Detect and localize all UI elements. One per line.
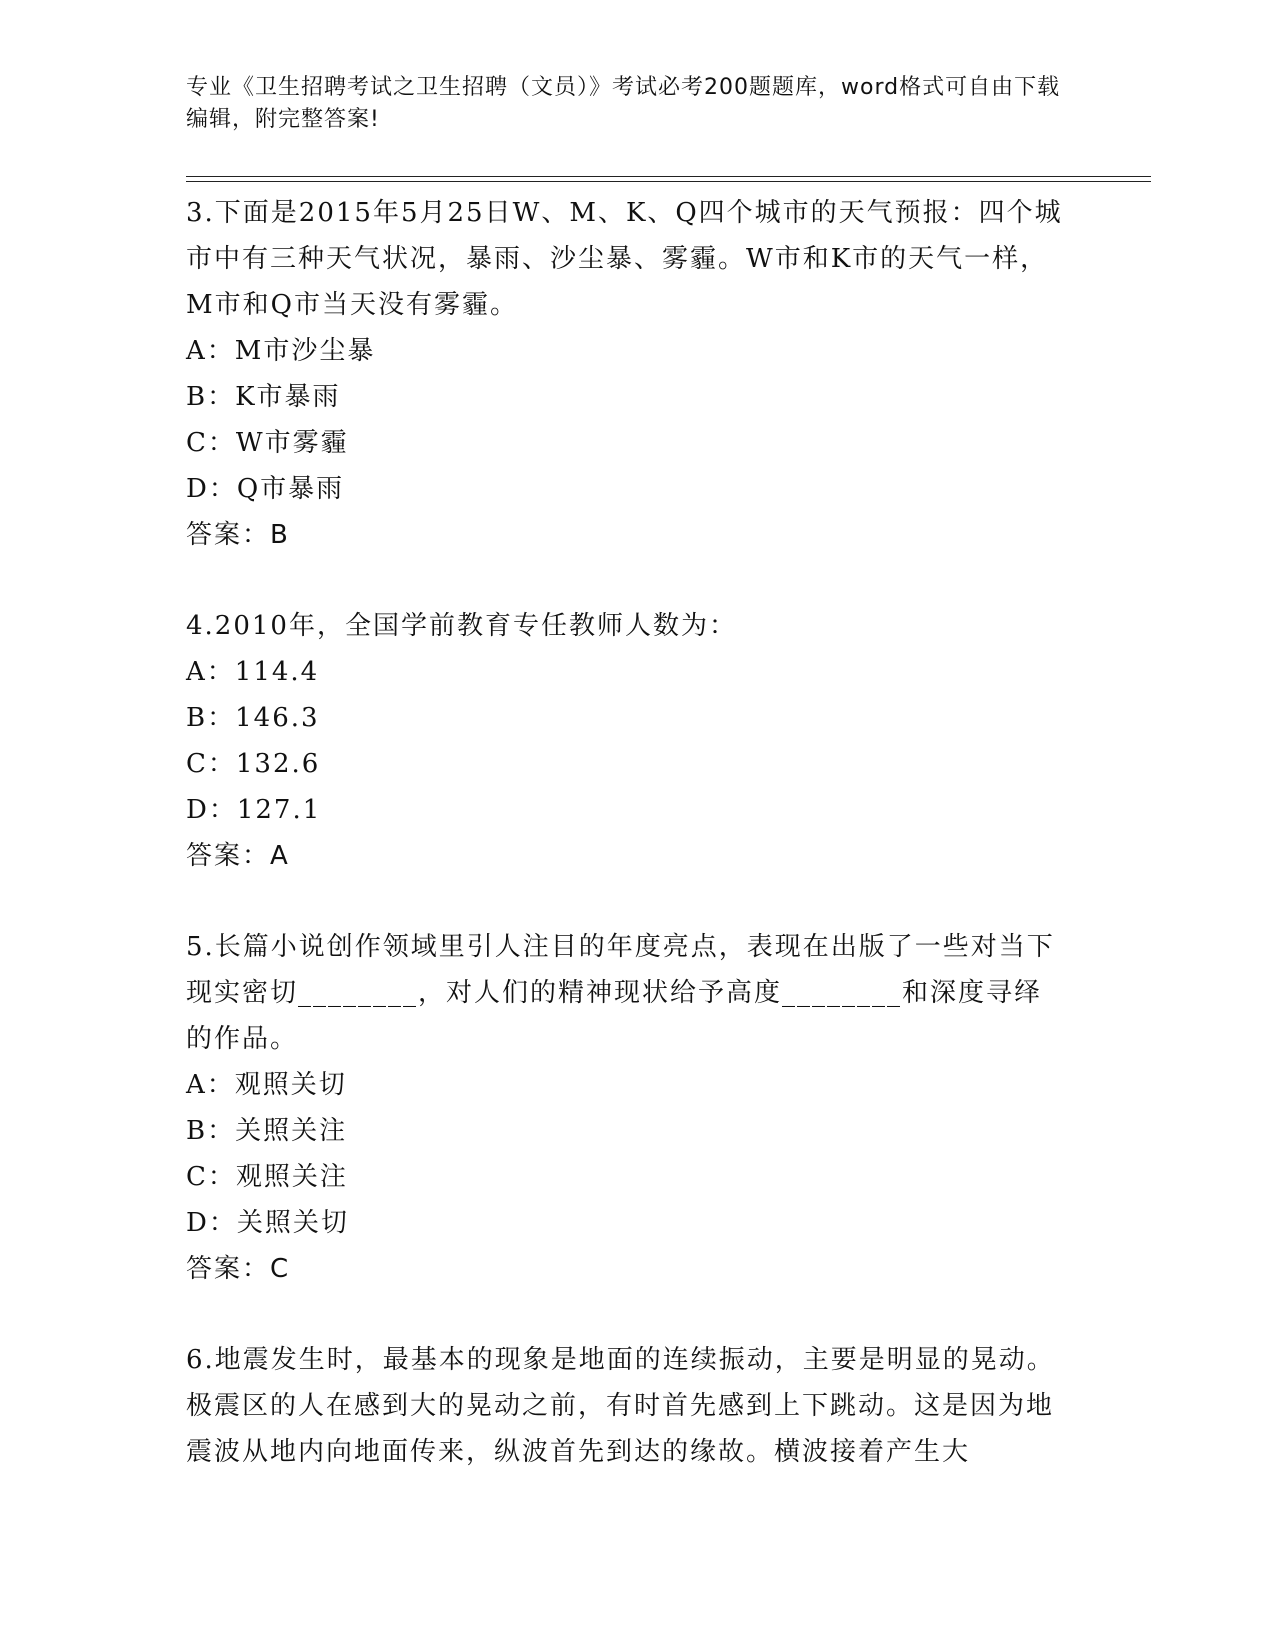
question-item: [186, 603, 1066, 879]
option-c: C：W市雾霾: [186, 428, 349, 458]
question-stem: 4.2010年，全国学前教育专任教师人数为：: [186, 611, 737, 641]
option-a: A：M市沙尘暴: [186, 336, 376, 366]
answer-line: 答案：C: [186, 1254, 291, 1284]
question-item: [186, 190, 1066, 558]
question-stem: 3.下面是2015年5月25日W、M、K、Q四个城市的天气预报：四个城市中有三种天气状况，暴雨、沙尘暴、雾霾。W市和K市的天气一样，M市和Q市当天没有雾霾。: [186, 198, 1063, 320]
option-a: A：114.4: [186, 657, 320, 687]
question-item: [186, 1337, 1066, 1475]
option-a: A：观照关切: [186, 1070, 347, 1100]
option-d: D：Q市暴雨: [186, 474, 345, 504]
option-c: C：观照关注: [186, 1162, 348, 1192]
answer-line: 答案：B: [186, 520, 290, 550]
question-stem: 6.地震发生时，最基本的现象是地面的连续振动，主要是明显的晃动。极震区的人在感到大的晃动之前，有时首先感到上下跳动。这是因为地震波从地内向地面传来，纵波首先到达的缘故。横波接着产生大: [186, 1345, 1055, 1467]
question-list: [186, 190, 1066, 1520]
option-c: C：132.6: [186, 749, 321, 779]
document-header: 专业《卫生招聘考试之卫生招聘（文员）》考试必考200题题库，word格式可自由下载编辑，附完整答案!: [186, 75, 1061, 132]
answer-line: 答案：A: [186, 841, 290, 871]
question-stem: 5.长篇小说创作领域里引人注目的年度亮点，表现在出版了一些对当下现实密切________，对人们的精神现状给予高度________和深度寻绎的作品。: [186, 932, 1055, 1054]
option-d: D：127.1: [186, 795, 322, 825]
header-rule-top: [186, 176, 1151, 177]
option-b: B：K市暴雨: [186, 382, 341, 412]
option-d: D：关照关切: [186, 1208, 349, 1238]
option-b: B：关照关注: [186, 1116, 348, 1146]
option-b: B：146.3: [186, 703, 320, 733]
question-item: [186, 924, 1066, 1292]
header-rule-bottom: [186, 181, 1151, 182]
